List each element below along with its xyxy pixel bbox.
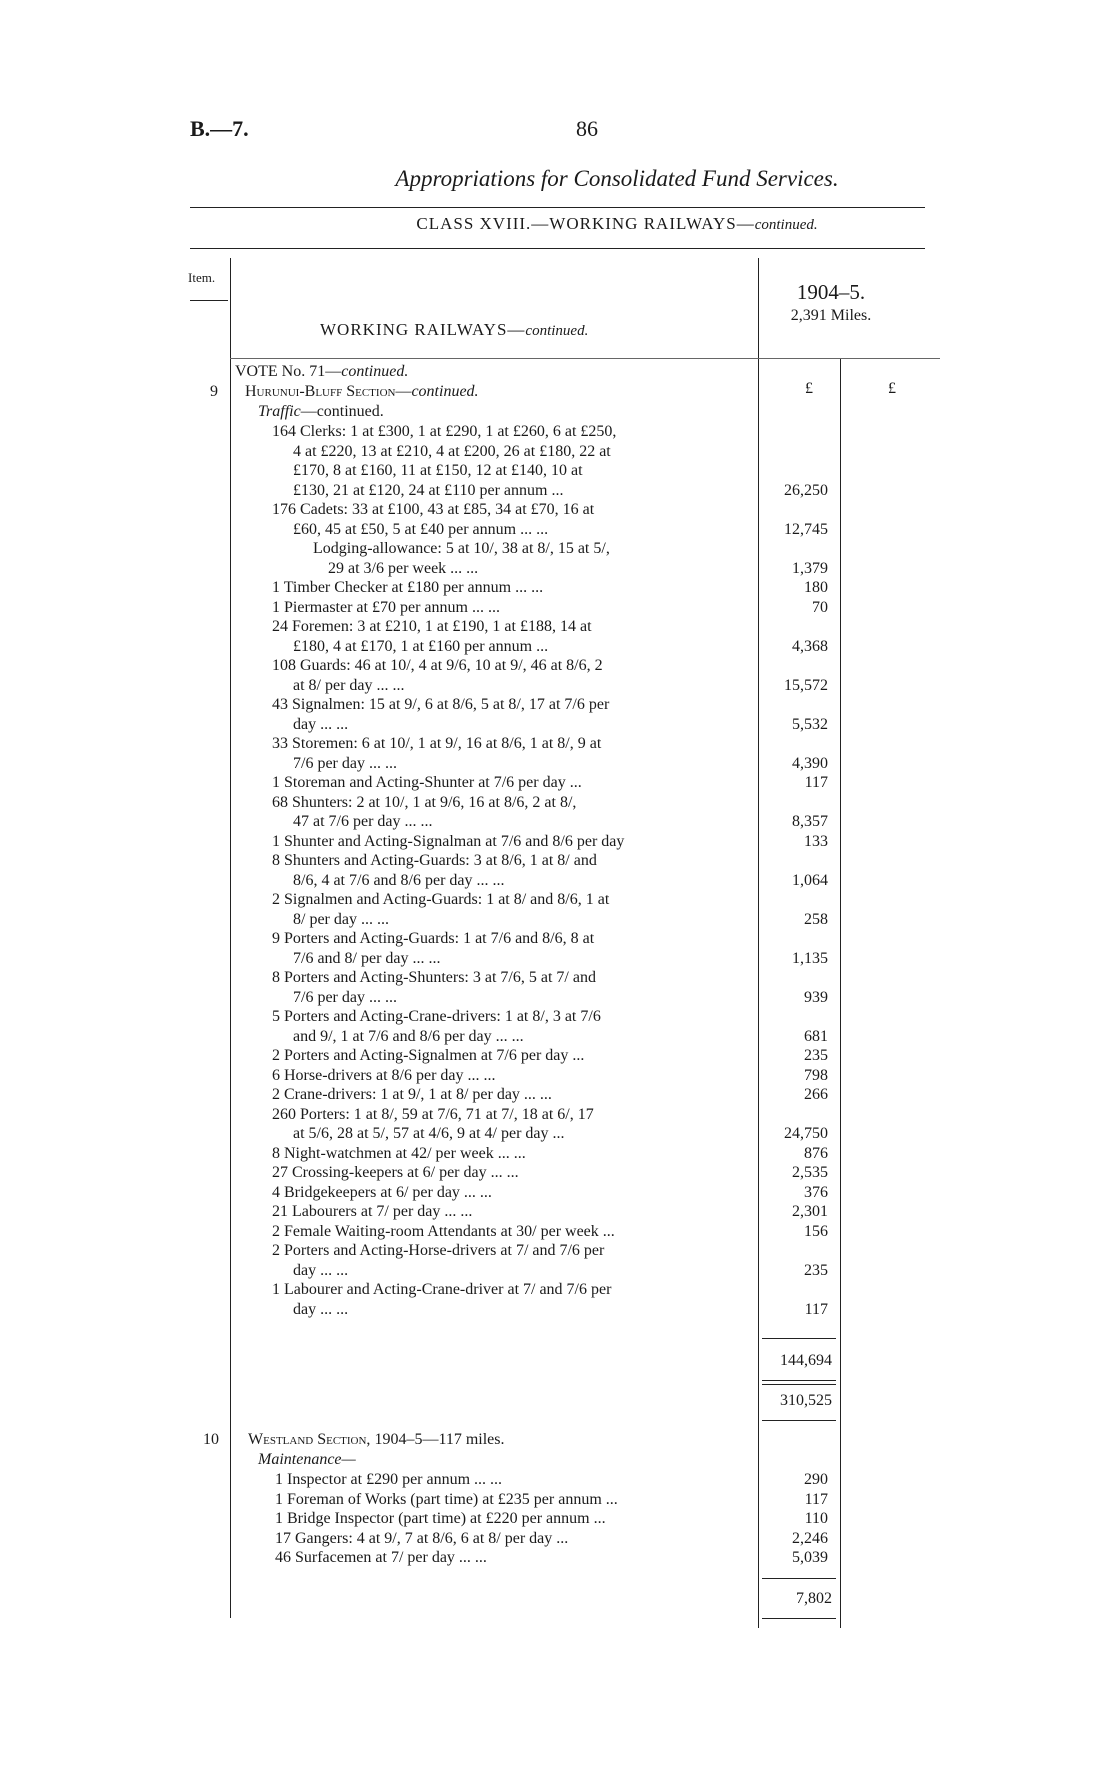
section2-total-rule-bottom — [762, 1618, 836, 1619]
section1-amount: 26,250 — [784, 481, 828, 499]
section1-name: Hurunui-Bluff Section— — [245, 383, 412, 400]
total-rule-double — [762, 1384, 836, 1385]
section1-line: 33 Storemen: 6 at 10/, 1 at 9/, 16 at 8/6, 1 at 8/, 9 at — [272, 735, 602, 752]
section1-line: day ... ... — [293, 715, 349, 733]
section2-line: 1 Inspector at £290 per annum ... ... — [275, 1471, 503, 1488]
amount-column-divider — [840, 358, 841, 1628]
vote-heading — [235, 362, 408, 382]
section1-total: 310,525 — [780, 1392, 832, 1409]
section1-line: 8/ per day ... ... — [293, 910, 389, 928]
section1-line: at 5/6, 28 at 5/, 57 at 4/6, 9 at 4/ per day ... — [293, 1125, 565, 1142]
section1-line: £170, 8 at £160, 11 at £150, 12 at £140, 10 at — [293, 462, 583, 479]
page-title: Appropriations for Consolidated Fund Services. — [395, 166, 839, 191]
section2-title — [248, 1430, 505, 1450]
section1-line: Lodging-allowance: 5 at 10/, 38 at 8/, 15 at 5/, — [313, 540, 610, 557]
section2-subheading — [258, 1450, 356, 1470]
text-column-divider — [758, 258, 759, 1628]
section1-amount: 70 — [812, 598, 828, 616]
subtotal-rule — [762, 1338, 836, 1339]
section2-name-rest: 1904–5—117 miles. — [374, 1431, 505, 1448]
section1-line: £130, 21 at £120, 24 at £110 per annum ... — [293, 481, 564, 499]
vote-heading-continued: continued. — [341, 363, 409, 380]
section1-line: 43 Signalmen: 15 at 9/, 6 at 8/6, 5 at 8/, 17 at 7/6 per — [272, 696, 610, 713]
section1-amount: 156 — [804, 1222, 828, 1240]
item-number-10: 10 — [203, 1431, 219, 1448]
section1-line: 8 Night-watchmen at 42/ per week ... ... — [272, 1144, 526, 1162]
section1-line: 68 Shunters: 2 at 10/, 1 at 9/6, 16 at 8/6, 2 at 8/, — [272, 793, 577, 811]
section1-line: 7/6 and 8/ per day ... ... — [293, 949, 441, 967]
section2-amount: 5,039 — [792, 1549, 828, 1566]
section1-amount: 258 — [804, 910, 828, 928]
section1-subheading — [258, 402, 384, 422]
section1-line: 9 Porters and Acting-Guards: 1 at 7/6 and 8/6, 8 at — [272, 930, 595, 947]
section2-name: Westland Section, — [248, 1431, 371, 1448]
section2-line: 1 Foreman of Works (part time) at £235 per annum ... — [275, 1490, 618, 1508]
section2-total-rule-top — [762, 1578, 836, 1579]
section1-line: 1 Piermaster at £70 per annum ... ... — [272, 598, 500, 616]
title-rule — [190, 207, 925, 208]
section1-amount: 939 — [804, 988, 828, 1006]
section1-subheading-rest: —continued. — [300, 403, 384, 420]
section-heading-continued: continued. — [525, 323, 589, 339]
section1-line: 8/6, 4 at 7/6 and 8/6 per day ... ... — [293, 871, 505, 889]
section1-continued: continued. — [411, 383, 479, 400]
section1-line: 2 Signalmen and Acting-Guards: 1 at 8/ and 8/6, 1 at — [272, 891, 610, 908]
section2-line: 1 Bridge Inspector (part time) at £220 per annum ... — [275, 1510, 606, 1527]
section1-line: 24 Foremen: 3 at £210, 1 at £190, 1 at £188, 14 at — [272, 618, 592, 635]
section1-amount: 876 — [804, 1144, 828, 1162]
vote-rule — [230, 358, 940, 359]
section1-line: 2 Porters and Acting-Horse-drivers at 7/ and 7/6 per — [272, 1242, 605, 1259]
section1-line: 8 Shunters and Acting-Guards: 3 at 8/6, 1 at 8/ and — [272, 852, 597, 869]
section1-amount: 1,379 — [792, 559, 828, 577]
total-rule-top — [762, 1380, 836, 1381]
section1-line: 27 Crossing-keepers at 6/ per day ... ... — [272, 1164, 519, 1181]
miles-heading: 2,391 Miles. — [790, 307, 872, 324]
total-rule-bottom — [762, 1420, 836, 1421]
section1-line: and 9/, 1 at 7/6 and 8/6 per day ... ... — [293, 1027, 524, 1045]
section1-line: 108 Guards: 46 at 10/, 4 at 9/6, 10 at 9/, 46 at 8/6, 2 — [272, 657, 603, 674]
class-heading-main: CLASS XVIII.—WORKING RAILWAYS— — [416, 214, 755, 233]
section1-line: 260 Porters: 1 at 8/, 59 at 7/6, 71 at 7/, 18 at 6/, 17 — [272, 1105, 594, 1123]
item-label-rule — [190, 300, 228, 301]
section1-line: 4 at £220, 13 at £210, 4 at £200, 26 at £180, 22 at — [293, 442, 611, 460]
section1-line: 164 Clerks: 1 at £300, 1 at £290, 1 at £260, 6 at £250, — [272, 423, 617, 440]
section1-line: 176 Cadets: 33 at £100, 43 at £85, 34 at £70, 16 at — [272, 501, 595, 518]
section1-amount: 4,390 — [792, 754, 828, 772]
section1-amount: 681 — [804, 1027, 828, 1045]
year-heading: 1904–5. — [796, 280, 866, 304]
section1-amount: 798 — [804, 1066, 828, 1084]
section1-amount: 15,572 — [784, 676, 828, 694]
section1-amount: 5,532 — [792, 715, 828, 733]
section1-line: 1 Shunter and Acting-Signalman at 7/6 and 8/6 per day — [272, 832, 625, 850]
section1-line: day ... ... — [293, 1300, 349, 1318]
section1-amount: 8,357 — [792, 813, 828, 830]
section2-line: 17 Gangers: 4 at 9/, 7 at 8/6, 6 at 8/ per day ... — [275, 1529, 569, 1547]
section1-amount: 180 — [804, 579, 828, 596]
section1-line: 4 Bridgekeepers at 6/ per day ... ... — [272, 1183, 492, 1201]
section1-subtotal: 144,694 — [780, 1352, 832, 1369]
section1-line: 1 Storeman and Acting-Shunter at 7/6 per day ... — [272, 774, 582, 791]
section1-line: £180, 4 at £170, 1 at £160 per annum ... — [293, 637, 549, 655]
section1-amount: 133 — [804, 832, 828, 850]
section1-line: 2 Crane-drivers: 1 at 9/, 1 at 8/ per day ... ... — [272, 1086, 552, 1103]
section2-amount: 2,246 — [792, 1529, 828, 1547]
section1-amount: 2,535 — [792, 1164, 828, 1181]
section1-subheading-label: Traffic — [258, 403, 301, 420]
section2-total: 7,802 — [796, 1590, 832, 1607]
section1-line: at 8/ per day ... ... — [293, 676, 405, 694]
section2-line: 46 Surfacemen at 7/ per day ... ... — [275, 1549, 487, 1566]
item-number-9: 9 — [210, 383, 218, 400]
section1-amount: 2,301 — [792, 1203, 828, 1220]
document-reference: B.—7. — [190, 116, 249, 141]
section2-amount: 290 — [804, 1471, 828, 1488]
section1-title — [245, 382, 479, 402]
section1-amount: 12,745 — [784, 520, 828, 538]
section-heading-main: WORKING RAILWAYS— — [320, 320, 526, 339]
section1-line: 2 Female Waiting-room Attendants at 30/ per week ... — [272, 1222, 615, 1240]
section-heading — [320, 320, 588, 340]
section1-amount: 4,368 — [792, 637, 828, 655]
section1-line: 1 Timber Checker at £180 per annum ... ... — [272, 579, 544, 596]
section2-amount: 110 — [804, 1510, 828, 1527]
class-heading — [0, 214, 1114, 234]
page-number: 86 — [576, 116, 598, 141]
section1-amount: 266 — [804, 1086, 828, 1103]
section1-amount: 235 — [804, 1261, 828, 1279]
section1-line: 6 Horse-drivers at 8/6 per day ... ... — [272, 1066, 496, 1084]
section1-line: 2 Porters and Acting-Signalmen at 7/6 per day ... — [272, 1047, 585, 1064]
class-heading-continued: continued. — [754, 217, 818, 233]
section1-amount: 376 — [804, 1183, 828, 1201]
section1-line: 21 Labourers at 7/ per day ... ... — [272, 1203, 473, 1220]
currency-label-2: £ — [888, 380, 896, 397]
section2-subheading-label: Maintenance— — [258, 1451, 356, 1468]
section1-line: 7/6 per day ... ... — [293, 754, 397, 772]
section1-amount: 235 — [804, 1047, 828, 1064]
section2-amount: 117 — [804, 1490, 828, 1508]
section1-amount: 1,135 — [792, 949, 828, 967]
section1-amount: 24,750 — [784, 1125, 828, 1142]
section1-line: 8 Porters and Acting-Shunters: 3 at 7/6, 5 at 7/ and — [272, 969, 596, 986]
section1-line: day ... ... — [293, 1261, 349, 1279]
section1-amount: 117 — [804, 774, 828, 791]
item-column-label: Item. — [188, 270, 216, 285]
vote-heading-main: VOTE No. 71— — [235, 363, 342, 380]
section1-amount: 1,064 — [792, 871, 828, 889]
section1-line: 7/6 per day ... ... — [293, 988, 397, 1006]
item-column-divider — [230, 258, 231, 1618]
section1-line: 29 at 3/6 per week ... ... — [328, 559, 479, 577]
currency-label-1: £ — [805, 380, 813, 397]
section1-line: 5 Porters and Acting-Crane-drivers: 1 at 8/, 3 at 7/6 — [272, 1008, 601, 1025]
section1-line: 1 Labourer and Acting-Crane-driver at 7/ and 7/6 per — [272, 1281, 612, 1298]
section1-line: £60, 45 at £50, 5 at £40 per annum ... ... — [293, 520, 549, 538]
section1-line: 47 at 7/6 per day ... ... — [293, 813, 433, 830]
section1-amount: 117 — [804, 1300, 828, 1318]
header-rule — [190, 248, 925, 249]
